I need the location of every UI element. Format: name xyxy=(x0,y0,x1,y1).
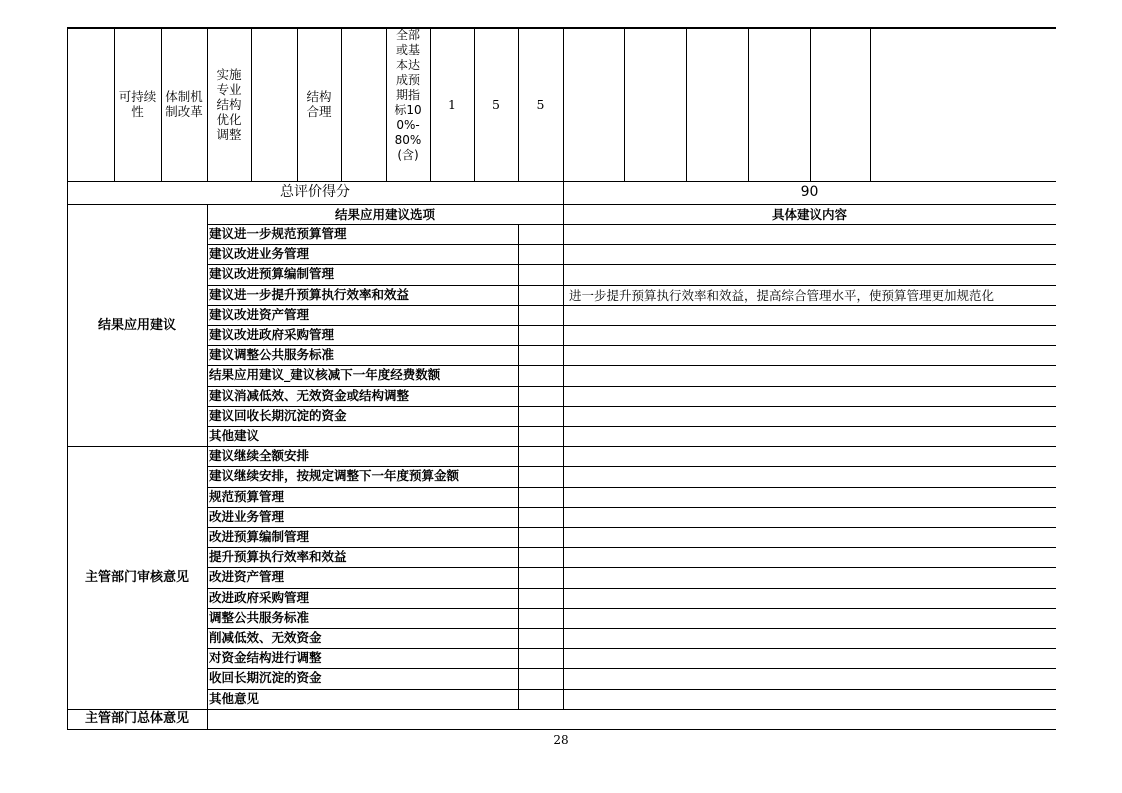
review-checkbox-cell[interactable] xyxy=(519,447,562,465)
table-rule xyxy=(563,204,564,709)
review-option: 其他意见 xyxy=(209,690,260,706)
table-rule xyxy=(563,27,564,181)
table-rule xyxy=(870,27,871,181)
result-content[interactable]: 进一步提升预算执行效率和效益，提高综合管理水平，使预算管理更加规范化 xyxy=(569,287,995,303)
indicator-standard-cell: 全部或基本达成预期指标100%-80%(含) xyxy=(394,28,422,162)
table-rule xyxy=(810,27,811,181)
result-option: 建议进一步提升预算执行效率和效益 xyxy=(209,286,410,302)
table-rule xyxy=(207,285,1056,286)
review-option: 提升预算执行效率和效益 xyxy=(209,549,347,565)
table-rule xyxy=(67,709,1056,710)
table-rule xyxy=(207,406,1056,407)
review-checkbox-cell[interactable] xyxy=(519,467,562,485)
table-rule xyxy=(207,608,1056,609)
result-checkbox-cell[interactable] xyxy=(519,407,562,425)
result-checkbox-cell[interactable] xyxy=(519,427,562,445)
review-checkbox-cell[interactable] xyxy=(519,568,562,586)
review-option: 改进资产管理 xyxy=(209,569,285,585)
total-score-label: 总评价得分 xyxy=(280,184,350,200)
indicator-blank2-cell xyxy=(342,28,385,180)
review-checkbox-cell[interactable] xyxy=(519,609,562,627)
result-content[interactable] xyxy=(569,429,1054,446)
review-checkbox-cell[interactable] xyxy=(519,508,562,526)
result-checkbox-cell[interactable] xyxy=(519,225,562,243)
result-option: 建议回收长期沉淀的资金 xyxy=(209,407,347,423)
result-option: 建议改进资产管理 xyxy=(209,306,310,322)
table-rule xyxy=(207,588,1056,589)
result-option: 建议消减低效、无效资金或结构调整 xyxy=(209,387,410,403)
table-rule xyxy=(207,487,1056,488)
total-score-value: 90 xyxy=(800,184,819,200)
result-option: 建议改进预算编制管理 xyxy=(209,266,335,282)
table-rule xyxy=(748,27,749,181)
table-rule xyxy=(207,507,1056,508)
review-checkbox-cell[interactable] xyxy=(519,548,562,566)
overall-opinion-field[interactable] xyxy=(211,711,1054,728)
result-option: 其他建议 xyxy=(209,428,260,443)
review-content[interactable] xyxy=(569,550,1054,567)
table-rule xyxy=(207,345,1056,346)
review-content[interactable] xyxy=(569,692,1054,709)
result-content[interactable] xyxy=(569,267,1054,284)
review-content[interactable] xyxy=(569,611,1054,628)
table-rule xyxy=(207,689,1056,690)
table-rule xyxy=(67,729,1056,730)
review-option: 建议继续全额安排 xyxy=(209,448,310,464)
table-rule xyxy=(624,27,625,181)
review-option: 改进业务管理 xyxy=(209,508,285,524)
page-number: 28 xyxy=(553,733,569,747)
indicator-name-cell: 实施专业结构优化调整 xyxy=(216,66,242,142)
content-header: 具体建议内容 xyxy=(771,206,847,222)
table-rule xyxy=(207,365,1056,366)
review-option: 调整公共服务标准 xyxy=(209,609,310,625)
table-rule xyxy=(207,244,1056,245)
review-content[interactable] xyxy=(569,570,1054,587)
result-checkbox-cell[interactable] xyxy=(519,286,562,304)
review-content[interactable] xyxy=(569,651,1054,668)
review-content[interactable] xyxy=(569,469,1054,486)
table-rule xyxy=(207,325,1056,326)
review-checkbox-cell[interactable] xyxy=(519,488,562,506)
table-rule xyxy=(207,305,1056,306)
review-checkbox-cell[interactable] xyxy=(519,589,562,607)
table-rule xyxy=(207,426,1056,427)
options-header: 结果应用建议选项 xyxy=(334,206,435,222)
review-option: 对资金结构进行调整 xyxy=(209,650,322,666)
table-rule xyxy=(207,446,1056,447)
result-checkbox-cell[interactable] xyxy=(519,306,562,324)
table-rule xyxy=(207,527,1056,528)
review-checkbox-cell[interactable] xyxy=(519,528,562,546)
indicator-actual-cell: 5 xyxy=(536,96,545,112)
overall-opinion-label: 主管部门总体意见 xyxy=(84,711,189,727)
result-checkbox-cell[interactable] xyxy=(519,245,562,263)
result-option: 建议改进政府采购管理 xyxy=(209,327,335,342)
indicator-level1-cell xyxy=(68,28,113,180)
review-content[interactable] xyxy=(569,671,1054,688)
result-content[interactable] xyxy=(569,308,1054,325)
result-option: 建议改进业务管理 xyxy=(209,246,310,262)
table-rule xyxy=(207,264,1056,265)
indicator-level2-cell: 可持续性 xyxy=(118,89,157,119)
review-content[interactable] xyxy=(569,510,1054,527)
result-content[interactable] xyxy=(569,389,1054,406)
review-content[interactable] xyxy=(569,530,1054,547)
review-option: 改进政府采购管理 xyxy=(209,589,310,605)
result-checkbox-cell[interactable] xyxy=(519,265,562,283)
review-option: 建议继续安排，按规定调整下一年度预算金额 xyxy=(209,468,460,484)
review-option: 削减低效、无效资金 xyxy=(209,630,322,645)
review-content[interactable] xyxy=(569,631,1054,648)
table-rule xyxy=(207,386,1056,387)
review-checkbox-cell[interactable] xyxy=(519,629,562,647)
review-checkbox-cell[interactable] xyxy=(519,690,562,708)
result-content[interactable] xyxy=(569,409,1054,426)
indicator-level3-cell: 体制机制改革 xyxy=(165,89,203,119)
table-rule xyxy=(207,547,1056,548)
review-option: 收回长期沉淀的资金 xyxy=(209,670,322,686)
result-content[interactable] xyxy=(569,368,1054,385)
result-content[interactable] xyxy=(569,227,1054,244)
result-section-title: 结果应用建议 xyxy=(97,317,176,333)
review-content[interactable] xyxy=(569,449,1054,466)
indicator-value-cell: 结构合理 xyxy=(306,89,332,119)
table-rule xyxy=(207,628,1056,629)
result-checkbox-cell[interactable] xyxy=(519,387,562,405)
table-rule xyxy=(207,567,1056,568)
result-option: 建议调整公共服务标准 xyxy=(209,347,335,363)
result-checkbox-cell[interactable] xyxy=(519,346,562,364)
review-content[interactable] xyxy=(569,490,1054,507)
result-option: 建议进一步规范预算管理 xyxy=(209,226,347,241)
review-option: 改进预算编制管理 xyxy=(209,529,310,544)
review-option: 规范预算管理 xyxy=(209,488,285,504)
table-rule xyxy=(207,648,1056,649)
table-rule xyxy=(207,668,1056,669)
result-option: 结果应用建议_建议核减下一年度经费数额 xyxy=(209,367,441,383)
indicator-blank-cell xyxy=(252,28,296,180)
table-rule xyxy=(207,224,1056,225)
result-content[interactable] xyxy=(569,348,1054,365)
result-checkbox-cell[interactable] xyxy=(519,366,562,384)
result-content[interactable] xyxy=(569,247,1054,264)
review-section-title: 主管部门审核意见 xyxy=(84,569,189,585)
review-content[interactable] xyxy=(569,591,1054,608)
review-checkbox-cell[interactable] xyxy=(519,669,562,687)
result-content[interactable] xyxy=(569,328,1054,345)
table-rule xyxy=(686,27,687,181)
indicator-weight-cell: 1 xyxy=(448,96,456,112)
result-checkbox-cell[interactable] xyxy=(519,326,562,344)
table-rule xyxy=(207,466,1056,467)
indicator-score-cell: 5 xyxy=(492,96,500,112)
review-checkbox-cell[interactable] xyxy=(519,649,562,667)
